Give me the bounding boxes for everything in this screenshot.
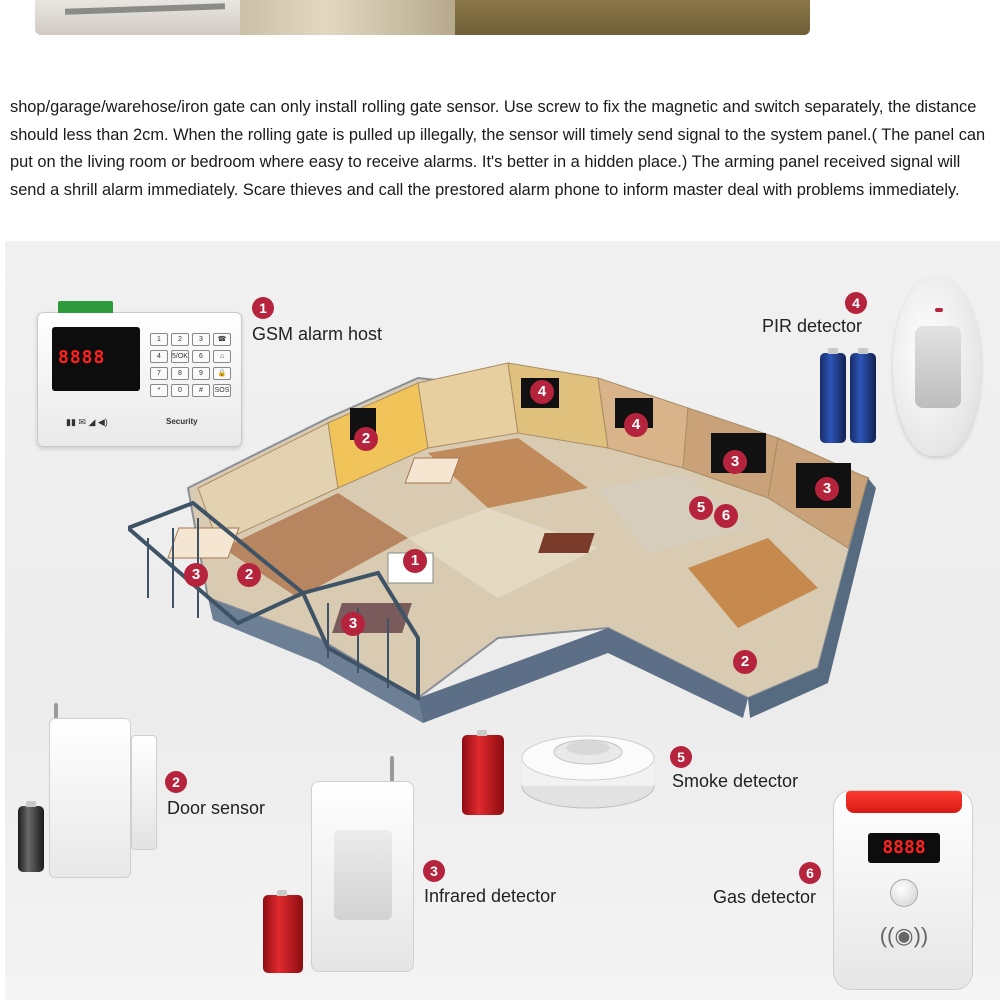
door-sensor-image (49, 718, 131, 878)
host-key: 1 (150, 333, 168, 346)
marker-gas: 6 (714, 504, 738, 528)
host-display-digits: 8888 (58, 347, 106, 368)
marker-door-sensor-1: 2 (354, 427, 378, 451)
badge-host: 1 (252, 297, 274, 319)
host-key: 8 (171, 367, 189, 380)
house-floorplan (128, 338, 883, 740)
host-key: # (192, 384, 210, 397)
label-smoke-detector: Smoke detector (672, 771, 799, 791)
pir-lens (915, 326, 961, 408)
gas-display: 8888 (868, 833, 940, 863)
marker-infrared-4: 3 (815, 477, 839, 501)
marker-infrared-1: 3 (184, 563, 208, 587)
marker-infrared-2: 3 (341, 612, 365, 636)
host-key: 0 (171, 384, 189, 397)
label-gas-detector: Gas detector (713, 887, 817, 907)
badge-smoke: 5 (670, 746, 692, 768)
marker-pir-2: 4 (624, 413, 648, 437)
gas-alarm-light (846, 791, 962, 813)
label-pir-detector: PIR detector (762, 316, 863, 336)
marker-smoke: 5 (689, 496, 713, 520)
host-key: ☎ (213, 333, 231, 346)
battery-icon (18, 806, 44, 872)
infrared-lens (334, 830, 392, 920)
gas-detector-image (833, 790, 973, 990)
speaker-icon: ((◉)) (879, 923, 929, 948)
host-key: ⌂ (213, 350, 231, 363)
label-door-sensor: Door sensor (167, 798, 266, 818)
host-key: 3 (192, 333, 210, 346)
marker-host-location: 1 (403, 549, 427, 573)
terminal-block (58, 301, 113, 313)
host-key: 4 (150, 350, 168, 363)
gas-test-button (890, 879, 918, 907)
marker-pir-1: 4 (530, 380, 554, 404)
badge-door: 2 (165, 771, 187, 793)
infrared-detector-image (311, 781, 414, 972)
badge-pir: 4 (845, 292, 867, 314)
photo-rolling-gate (35, 0, 240, 35)
battery-icon (850, 353, 876, 443)
label-gsm-alarm-host: GSM alarm host (252, 324, 383, 344)
battery-icon (263, 895, 303, 973)
pir-detector-image (893, 278, 981, 456)
badge-gas: 6 (799, 862, 821, 884)
photo-gate-surface (455, 0, 810, 35)
host-key: 6 (192, 350, 210, 363)
host-key: 9 (192, 367, 210, 380)
marker-door-sensor-2: 2 (237, 563, 261, 587)
top-photo-strip (35, 0, 810, 35)
host-key: 2 (171, 333, 189, 346)
pir-led (935, 308, 943, 312)
battery-icon (462, 735, 504, 815)
host-brand: Security (166, 417, 198, 426)
label-infrared-detector: Infrared detector (424, 886, 557, 906)
marker-infrared-3: 3 (723, 450, 747, 474)
antenna-icon (390, 756, 394, 784)
host-key: SOS (213, 384, 231, 397)
smoke-detector-image (518, 728, 658, 810)
host-key: 5/OK (171, 350, 189, 363)
host-key: 7 (150, 367, 168, 380)
host-status-icons: ▮▮ ✉ ◢ ◀) (66, 417, 108, 427)
host-key: * (150, 384, 168, 397)
marker-door-sensor-3: 2 (733, 650, 757, 674)
door-sensor-magnet (131, 735, 157, 850)
badge-infrared: 3 (423, 860, 445, 882)
battery-icon (820, 353, 846, 443)
photo-sensor-install (240, 0, 455, 35)
description-text: shop/garage/warehose/iron gate can only install rolling gate sensor. Use screw to fix the magnetic and switch separately, the distance should less than 2cm. When the rolling gate is pulled up illegally, the sensor will timely send signal to the system panel.( The panel can put on the living room or bedroom where easy to receive alarms. It's better in a hidden place.) The arming panel received signal will send a shrill alarm immediately. Scare thieves and call the prestored alarm phone to inform master deal with problems immediately. (10, 98, 986, 199)
host-key: 🔒 (213, 367, 231, 380)
